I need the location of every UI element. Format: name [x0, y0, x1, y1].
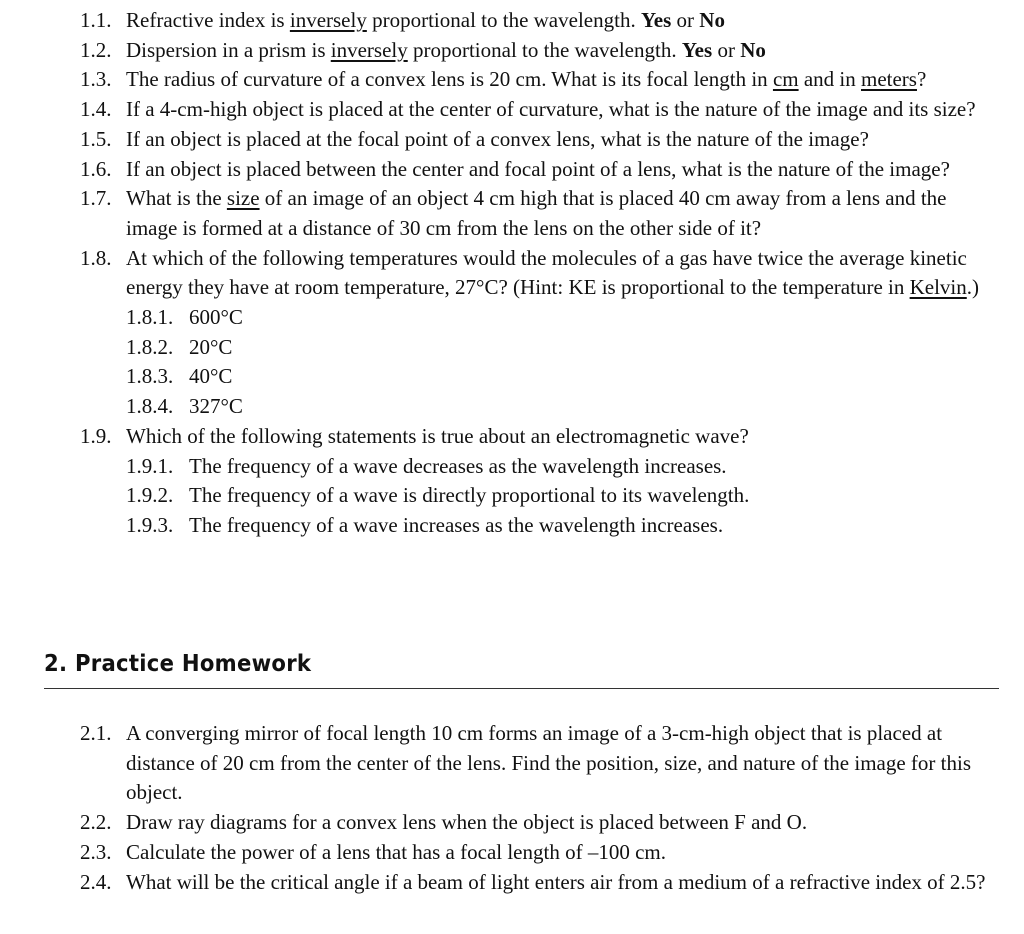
question-item — [0, 95, 1024, 125]
text-run: The frequency of a wave is directly proportional to its wavelength. — [189, 483, 750, 508]
question-item — [0, 36, 1024, 66]
question-item — [0, 719, 1024, 808]
question-item — [0, 6, 1024, 36]
question-number: 1.2. — [80, 37, 112, 62]
question-text — [126, 125, 1018, 155]
question-text — [189, 481, 1024, 511]
question-text — [126, 808, 1018, 838]
question-text — [126, 244, 1018, 303]
underlined-text: inversely — [289, 8, 367, 32]
question-item — [0, 422, 1024, 452]
question-text — [126, 184, 1018, 243]
bold-text: Yes — [640, 8, 672, 32]
question-number: 1.3. — [80, 67, 112, 92]
question-text — [189, 303, 1024, 333]
sub-question-item — [0, 362, 1024, 392]
sub-question-item — [0, 303, 1024, 333]
text-run: Draw ray diagrams for a convex lens when the object is placed between F and O. — [126, 810, 808, 835]
sub-question-item — [0, 392, 1024, 422]
question-text — [189, 333, 1024, 363]
question-item — [0, 65, 1024, 95]
question-number: 1.4. — [80, 97, 112, 122]
text-run: 40°C — [189, 364, 233, 389]
question-number: 1.9.1. — [126, 453, 174, 478]
question-text — [126, 155, 1018, 185]
question-text — [126, 422, 1018, 452]
text-run: At which of the following temperatures would the molecules of a gas have twice the average kinetic energy they have at room temperature, 27°C? (Hint: KE is proportional to the temperature in — [126, 245, 967, 300]
text-run: If a 4-cm-high object is placed at the center of curvature, what is the nature of the image and its size? — [126, 97, 976, 122]
section-divider — [44, 688, 999, 689]
text-run: 327°C — [189, 394, 243, 419]
question-text — [189, 362, 1024, 392]
text-run: The radius of curvature of a convex lens is 20 cm. What is its focal length in — [126, 67, 773, 92]
question-text — [126, 838, 1018, 868]
question-text — [126, 95, 1018, 125]
underlined-text: meters — [861, 67, 917, 92]
question-number: 1.9.2. — [126, 483, 174, 508]
underlined-text: size — [226, 186, 260, 211]
question-number: 1.9.3. — [126, 512, 174, 537]
question-text — [189, 392, 1024, 422]
text-run: What is the — [126, 186, 227, 211]
question-item — [0, 808, 1024, 838]
question-number: 1.8. — [80, 245, 112, 270]
question-item — [0, 868, 1024, 898]
text-run: Which of the following statements is true about an electromagnetic wave? — [126, 423, 749, 448]
question-text — [126, 36, 1018, 66]
text-run: Calculate the power of a lens that has a focal length of –100 cm. — [126, 839, 666, 864]
text-run: 20°C — [189, 334, 233, 359]
text-run: What will be the critical angle if a beam of light enters air from a medium of a refractive index of 2.5? — [126, 869, 986, 894]
underlined-text: Kelvin — [909, 275, 967, 300]
question-list-1 — [0, 6, 1024, 541]
text-run: and in — [798, 67, 861, 92]
question-number: 2.2. — [80, 810, 112, 835]
text-run: The frequency of a wave decreases as the wavelength increases. — [189, 453, 727, 478]
sub-question-item — [0, 452, 1024, 482]
question-number: 1.8.3. — [126, 364, 174, 389]
question-number: 2.1. — [80, 721, 112, 745]
question-number: 1.6. — [80, 156, 112, 181]
question-item — [0, 155, 1024, 185]
text-run: Refractive index is — [126, 8, 290, 32]
sub-question-item — [0, 511, 1024, 541]
question-text — [126, 719, 1018, 808]
bold-text: Yes — [681, 37, 713, 62]
text-run: Dispersion in a prism is — [126, 37, 331, 62]
question-item — [0, 125, 1024, 155]
text-run: The frequency of a wave increases as the wavelength increases. — [189, 512, 724, 537]
underlined-text: inversely — [330, 37, 408, 62]
underlined-text: cm — [772, 67, 799, 92]
question-text — [189, 452, 1024, 482]
text-run: A converging mirror of focal length 10 cm forms an image of a 3-cm-high object that is placed at distance of 20 cm from the center of the lens. Find the position, size, and nature of the image for this object. — [126, 721, 972, 805]
question-number: 1.1. — [80, 8, 112, 32]
text-run: proportional to the wavelength. — [407, 37, 682, 62]
text-run: or — [712, 37, 741, 62]
bold-text: No — [740, 37, 766, 62]
sub-question-item — [0, 333, 1024, 363]
question-item — [0, 184, 1024, 243]
question-text — [126, 65, 1018, 95]
question-number: 1.9. — [80, 423, 112, 448]
question-item — [0, 838, 1024, 868]
text-run: If an object is placed between the center and focal point of a lens, what is the nature of the image? — [126, 156, 950, 181]
section-heading: 2. Practice Homework — [44, 651, 312, 677]
question-list-2 — [0, 719, 1024, 897]
text-run: If an object is placed at the focal point of a convex lens, what is the nature of the image? — [126, 126, 869, 151]
question-number: 1.8.2. — [126, 334, 174, 359]
text-run: proportional to the wavelength. — [366, 8, 641, 32]
text-run: .) — [966, 275, 980, 300]
question-item — [0, 244, 1024, 303]
bold-text: No — [699, 8, 725, 32]
question-number: 1.5. — [80, 126, 112, 151]
question-number: 2.4. — [80, 869, 112, 894]
question-text — [126, 6, 1018, 36]
question-text — [126, 868, 1018, 898]
question-number: 2.3. — [80, 839, 112, 864]
sub-question-item — [0, 481, 1024, 511]
question-number: 1.8.4. — [126, 394, 174, 419]
text-run: or — [671, 8, 700, 32]
text-run: 600°C — [189, 305, 243, 330]
question-number: 1.8.1. — [126, 305, 174, 330]
question-number: 1.7. — [80, 186, 112, 211]
text-run: ? — [916, 67, 927, 92]
text-run: of an image of an object 4 cm high that is placed 40 cm away from a lens and the image is formed at a distance of 30 cm from the lens on the other side of it? — [126, 186, 947, 240]
question-text — [189, 511, 1024, 541]
